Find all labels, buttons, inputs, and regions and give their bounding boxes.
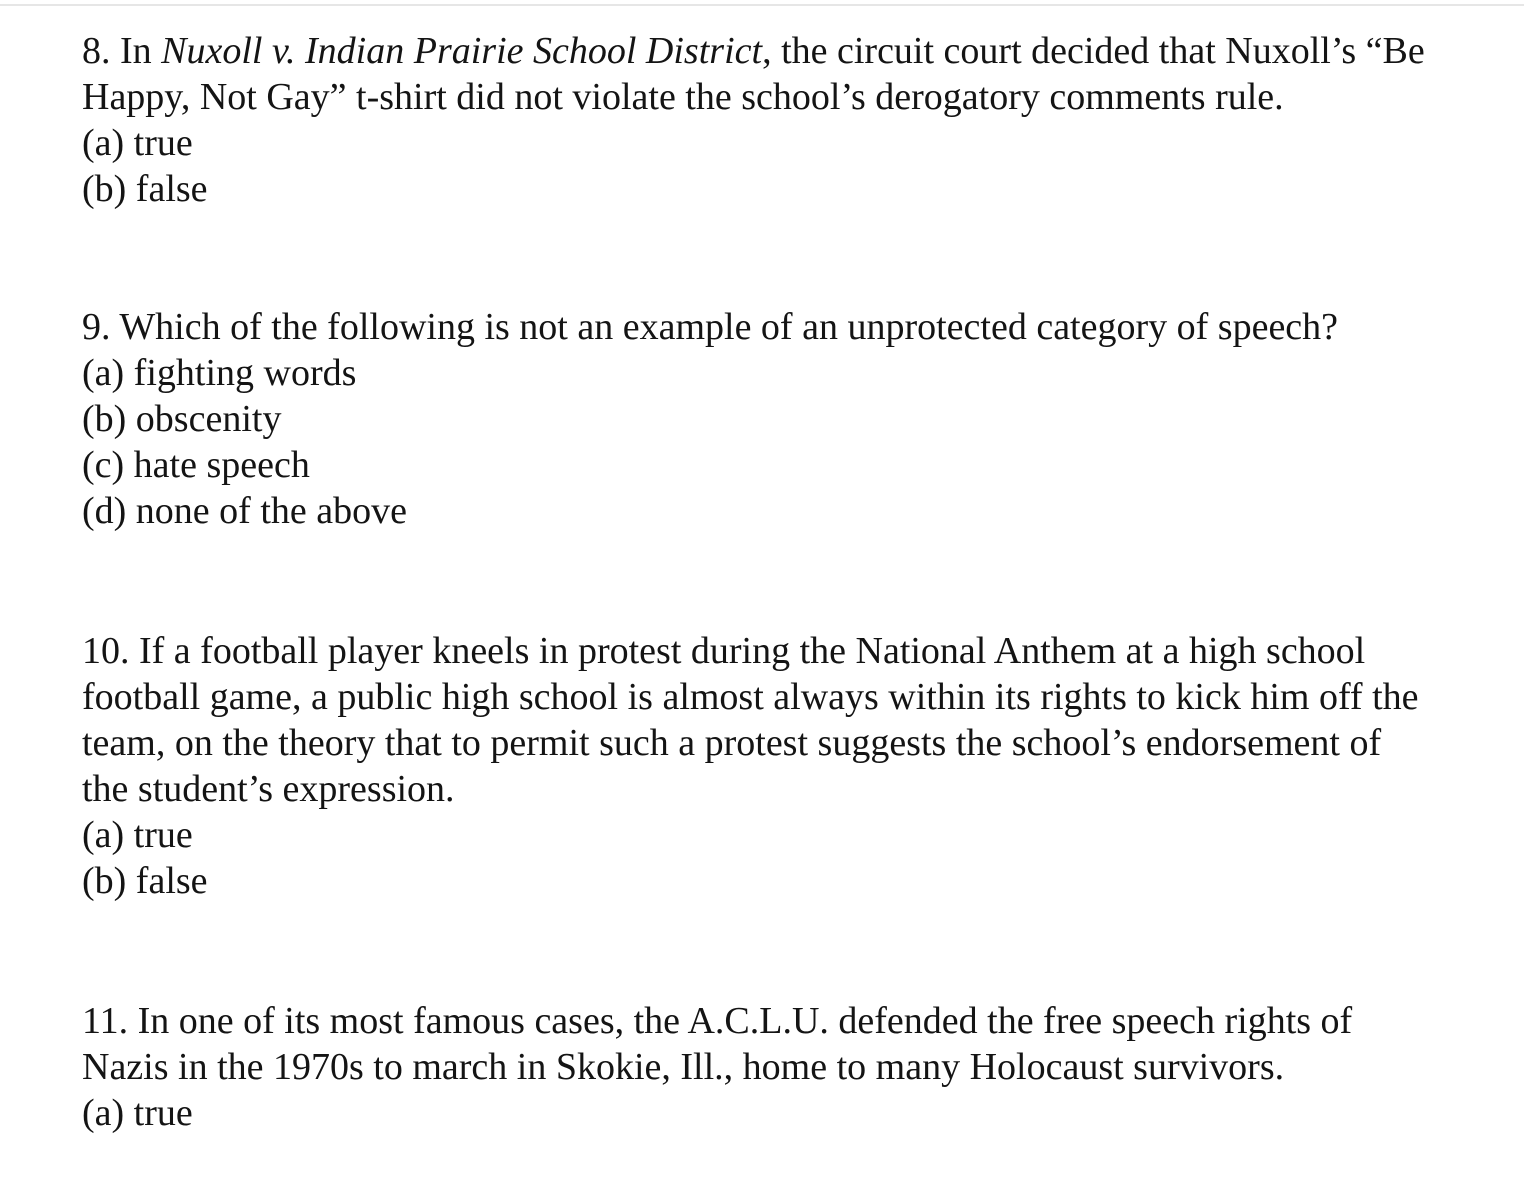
question-11-option-a: (a) true: [82, 1092, 193, 1134]
question-8-prefix: 8. In: [82, 30, 162, 72]
question-10-line-3: team, on the theory that to permit such a protest suggests the school’s endorsement of: [82, 722, 1382, 764]
question-10-line-4: the student’s expression.: [82, 768, 455, 810]
question-9-line-1: 9. Which of the following is not an example of an unprotected category of speech?: [82, 306, 1339, 348]
question-8-line-1-rest: , the circuit court decided that Nuxoll’s “Be: [762, 30, 1425, 72]
question-8-line-2: Happy, Not Gay” t-shirt did not violate the school’s derogatory comments rule.: [82, 76, 1284, 118]
question-10-option-a: (a) true: [82, 814, 193, 856]
question-8: [82, 28, 1512, 212]
question-9-option-b: (b) obscenity: [82, 398, 282, 440]
question-8-option-b: (b) false: [82, 168, 208, 210]
question-11-line-1: 11. In one of its most famous cases, the A.C.L.U. defended the free speech rights of: [82, 1000, 1353, 1042]
question-9-option-a: (a) fighting words: [82, 352, 357, 394]
question-10-line-2: football game, a public high school is almost always within its rights to kick him off the: [82, 676, 1419, 718]
question-9-option-c: (c) hate speech: [82, 444, 310, 486]
question-9-option-d: (d) none of the above: [82, 490, 407, 532]
question-8-line-1: [82, 28, 1512, 74]
top-divider: [0, 4, 1524, 6]
quiz-document: [82, 28, 1512, 1136]
question-11: [82, 998, 1512, 1136]
question-11-line-2: Nazis in the 1970s to march in Skokie, Ill., home to many Holocaust survivors.: [82, 1046, 1285, 1088]
question-8-option-a: (a) true: [82, 122, 193, 164]
case-name: Nuxoll v. Indian Prairie School District: [161, 30, 763, 72]
question-9: [82, 304, 1512, 534]
question-10-option-b: (b) false: [82, 860, 208, 902]
question-10-line-1: 10. If a football player kneels in protest during the National Anthem at a high school: [82, 630, 1366, 672]
question-10: [82, 628, 1512, 904]
